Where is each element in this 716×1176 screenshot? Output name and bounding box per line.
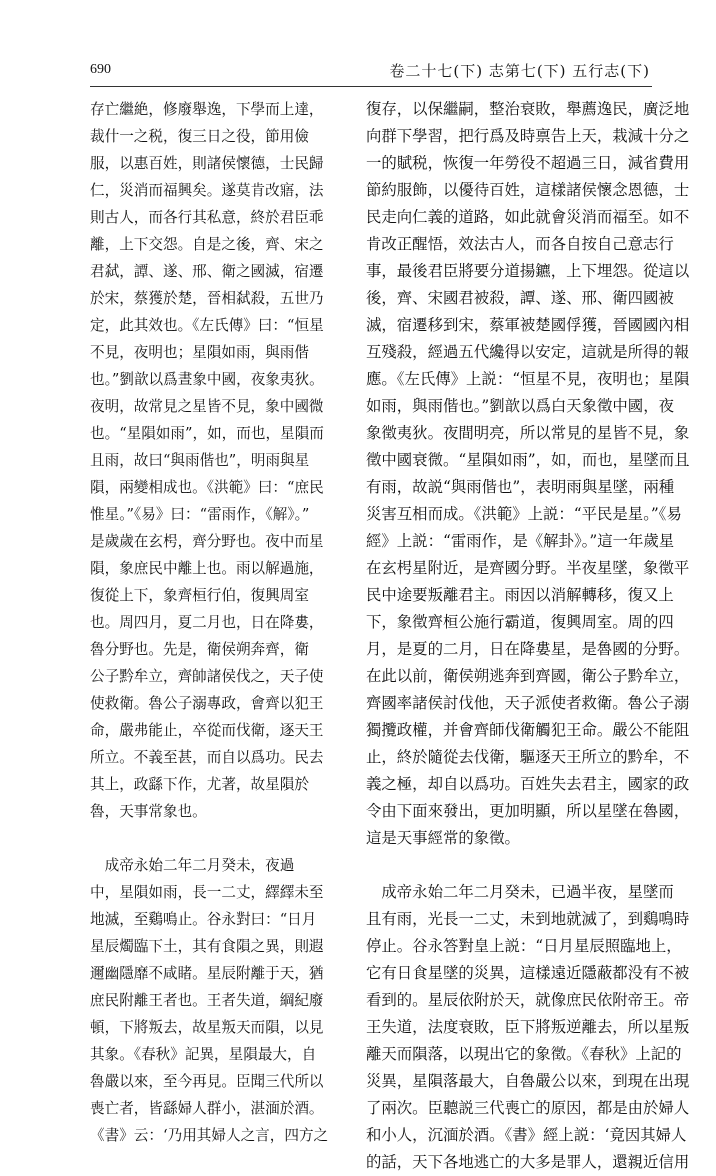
text-line: 君弑，譚、遂、邢、衛之國滅，宿遷 — [90, 263, 324, 280]
text-line: 隕，象庶民中離上也。雨以解過施， — [90, 560, 324, 577]
translation-line: 民走向仁義的道路，如此就會災消而福至。如不 — [366, 208, 690, 226]
text-line: 於宋，蔡獲於楚，晉相弑殺，五世乃 — [90, 290, 324, 307]
translation-line: 義之極，却自以爲功。百姓失去君主，國家的政 — [366, 775, 690, 793]
translation-line: 止，終於隨從去伐衛，驅逐天王所立的黔牟，不 — [366, 748, 690, 766]
classical-text-block-1 — [90, 96, 358, 825]
translation-line: 如雨，與雨偕也。”劉歆以爲白天象徵中國，夜 — [366, 397, 674, 415]
translation-line: 離天而隕落，以現出它的象徵。《春秋》上記的 — [366, 1045, 682, 1063]
translation-block-2 — [366, 879, 690, 1176]
translation-line: 互殘殺，經過五代纔得以安定，這就是所得的報 — [366, 343, 690, 361]
text-line: 命，嚴弗能止，卒從而伐衛，逐天王 — [90, 722, 324, 739]
text-line: 魯嚴以來，至今再見。臣聞三代所以 — [90, 1073, 324, 1090]
text-line: 《書》云：‘乃用其婦人之言，四方之 — [90, 1127, 329, 1144]
text-line: 也。”劉歆以爲晝象中國，夜象夷狄。 — [90, 371, 324, 388]
text-line: 其上，政繇下作，尤著，故星隕於 — [90, 776, 309, 793]
translation-line: 事，最後君臣將要分道揚鑣，上下埋怨。從這以 — [366, 262, 690, 280]
classical-text-column — [90, 96, 358, 1149]
running-head: 卷二十七(下) 志第七(下) 五行志(下) — [389, 62, 650, 80]
paragraph-gap — [90, 825, 358, 852]
translation-line: 下，象徵齊桓公施行霸道，復興周室。周的四 — [366, 613, 674, 631]
text-line: 魯，天事常象也。 — [90, 803, 207, 820]
text-line: 其象。《春秋》記異，星隕最大，自 — [90, 1046, 317, 1063]
header-rule — [90, 86, 652, 87]
translation-line: 成帝永始二年二月癸未，已過半夜，星墜而 — [366, 883, 674, 901]
text-line: 使救衛。魯公子溺專政，會齊以犯王 — [90, 695, 324, 712]
translation-line: 它有日食星墜的災異，這樣遠近隱蔽都没有不被 — [366, 964, 690, 982]
paragraph-gap — [366, 852, 656, 879]
text-line: 地滅，至鷄鳴止。谷永對曰：“日月 — [90, 911, 317, 928]
translation-line: 這是天事經常的象徵。 — [366, 829, 520, 847]
translation-line: 復存，以保繼嗣，整治衰敗，舉薦逸民，廣泛地 — [366, 100, 690, 118]
text-line: 存亡繼絶，修廢舉逸，下學而上達， — [90, 101, 324, 118]
text-line: 頓，下將叛去，故星叛天而隕，以見 — [90, 1019, 324, 1036]
translation-line: 民中途要叛離君主。雨因以消解轉移，復又上 — [366, 586, 674, 604]
text-line: 夜明，故常見之星皆不見，象中國微 — [90, 398, 324, 415]
page-header — [90, 58, 650, 82]
translation-block-1 — [366, 96, 690, 852]
text-line: 中，星隕如雨，長一二丈，繹繹未至 — [90, 884, 324, 901]
translation-line: 一的賦税，恢復一年勞役不超過三日，減省費用 — [366, 154, 690, 172]
text-line: 公子黔牟立，齊帥諸侯伐之，天子使 — [90, 668, 324, 685]
text-line: 也。周四月，夏二月也，日在降婁， — [90, 614, 324, 631]
translation-line: 節約服飾，以優待百姓，這樣諸侯懷念恩德，士 — [366, 181, 690, 199]
translation-line: 災害互相而成。《洪範》上説：“平民是星。”《易 — [366, 505, 682, 523]
text-line: 所立。不義至甚，而自以爲功。民去 — [90, 749, 324, 766]
text-line: 成帝永始二年二月癸未，夜過 — [90, 857, 295, 874]
text-line: 裁什一之税，復三日之役，節用儉 — [90, 128, 309, 145]
text-line: 邇幽隱靡不咸睹。星辰附離于天，猶 — [90, 965, 324, 982]
text-line: 服，以惠百姓，則諸侯懷德，士民歸 — [90, 155, 324, 172]
translation-line: 在此以前，衛侯朔逃奔到齊國，衛公子黔牟立， — [366, 667, 690, 685]
text-line: 隕，兩變相成也。《洪範》曰：“庶民 — [90, 479, 324, 496]
text-line: 則古人，而各行其私意，終於君臣乖 — [90, 209, 324, 226]
translation-line: 經》上説：“雷雨作，是《解卦》。”這一年歲星 — [366, 532, 675, 550]
text-line: 喪亡者，皆繇婦人群小，湛湎於酒。 — [90, 1100, 324, 1117]
translation-line: 象徵夷狄。夜間明亮，所以常見的星皆不見，象 — [366, 424, 690, 442]
translation-line: 徵中國衰微。“星隕如雨”，如，而也，星墜而且 — [366, 451, 690, 469]
text-line: 離，上下交怨。自是之後，齊、宋之 — [90, 236, 324, 253]
translation-line: 向群下學習，把行爲及時禀告上天，栽減十分之 — [366, 127, 690, 145]
translation-line: 了兩次。臣聽説三代喪亡的原因，都是由於婦人 — [366, 1099, 690, 1117]
translation-line: 且有雨，光長一二丈，未到地就滅了，到鷄鳴時 — [366, 910, 690, 928]
text-line: 也。“星隕如雨”，如，而也，星隕而 — [90, 425, 324, 442]
text-line: 不見，夜明也；星隕如雨，與雨偕 — [90, 344, 309, 361]
page-number: 690 — [90, 62, 111, 77]
translation-line: 災異，星隕落最大，自魯嚴公以來，到現在出現 — [366, 1072, 690, 1090]
text-line: 庶民附離王者也。王者失道，綱紀廢 — [90, 992, 324, 1009]
translation-line: 看到的。星辰依附於天，就像庶民依附帝王。帝 — [366, 991, 690, 1009]
translation-line: 在玄枵星附近，是齊國分野。半夜星墜，象徵平 — [366, 559, 690, 577]
text-line: 魯分野也。先是，衛侯朔奔齊，衛 — [90, 641, 309, 658]
translation-line: 王失道，法度衰敗，臣下將叛逆離去，所以星叛 — [366, 1018, 690, 1036]
translation-line: 肯改正醒悟，效法古人，而各自按自己意志行 — [366, 235, 674, 253]
text-line: 定，此其效也。《左氏傳》曰：“恒星 — [90, 317, 324, 334]
classical-text-block-2 — [90, 852, 358, 1149]
text-line: 復從上下，象齊桓行伯，復興周室 — [90, 587, 309, 604]
translation-line: 和小人，沉湎於酒。《書》經上説：‘竟因其婦人 — [366, 1126, 687, 1144]
translation-line: 令由下面來發出，更加明顯，所以星墜在魯國， — [366, 802, 690, 820]
translation-line: 應。《左氏傳》上説：“恒星不見，夜明也；星隕 — [366, 370, 690, 388]
text-line: 是歲歲在玄枵，齊分野也。夜中而星 — [90, 533, 324, 550]
translation-line: 滅，宿遷移到宋，蔡軍被楚國俘獲，晉國國內相 — [366, 316, 690, 334]
translation-line: 齊國率諸侯討伐他，天子派使者救衛。魯公子溺 — [366, 694, 690, 712]
text-line: 惟星。”《易》曰：“雷雨作，《解》。” — [90, 506, 310, 523]
translation-line: 月，是夏的二月，日在降婁星，是魯國的分野。 — [366, 640, 690, 658]
translation-line: 的話，天下各地逃亡的大多是罪人，還親近信用 — [366, 1153, 690, 1171]
text-line: 星辰燭臨下土，其有食隕之異，則遐 — [90, 938, 324, 955]
translation-line: 後，齊、宋國君被殺，譚、遂、邢、衛四國被 — [366, 289, 674, 307]
translation-line: 停止。谷永答對皇上説：“日月星辰照臨地上， — [366, 937, 682, 955]
translation-line: 獨攬政權，并會齊師伐衛觸犯王命。嚴公不能阻 — [366, 721, 690, 739]
text-line: 仁，災消而福興矣。遂莫肯改寤，法 — [90, 182, 324, 199]
translation-line: 有雨，故説“與雨偕也”，表明雨與星墜，兩種 — [366, 478, 675, 496]
translation-column — [366, 96, 690, 1176]
text-line: 且雨，故曰“與雨偕也”，明雨與星 — [90, 452, 310, 469]
